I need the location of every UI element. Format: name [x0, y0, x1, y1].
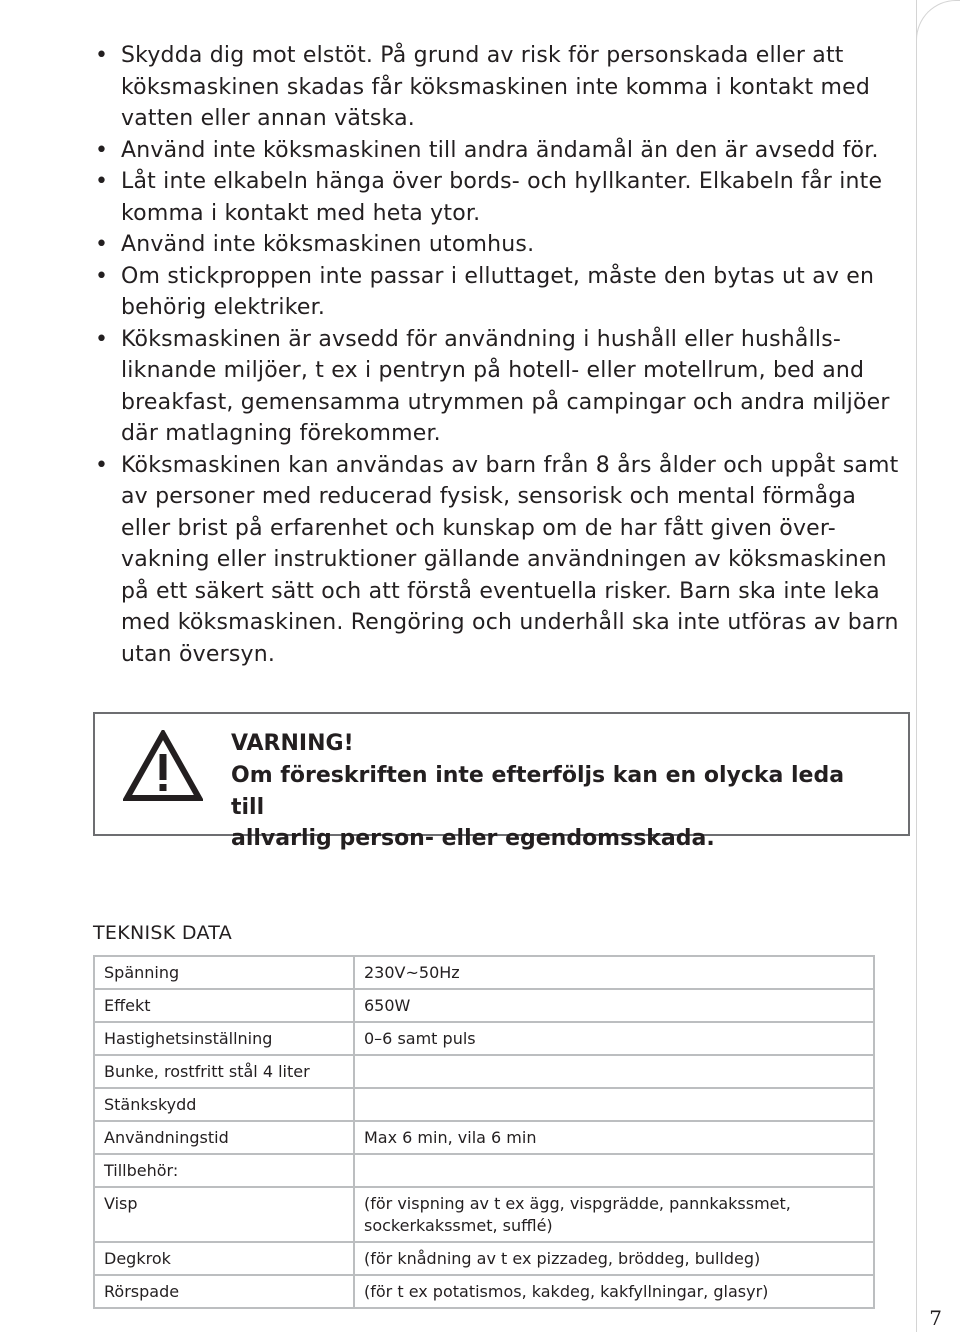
bullet-text: Använd inte köksmaskinen utomhus.: [121, 232, 535, 257]
spec-value: (för t ex potatismos, kakdeg, kakfyllningar, glasyr): [354, 1275, 874, 1308]
table-row: [94, 1055, 874, 1088]
safety-bullet-list: [93, 40, 913, 670]
spec-label: Stänkskydd: [94, 1088, 354, 1121]
spec-value: (för knådning av t ex pizzadeg, bröddeg, bulldeg): [354, 1242, 874, 1275]
warning-box: [93, 712, 910, 851]
table-row: [94, 956, 874, 989]
spec-value: 230V~50Hz: [354, 956, 874, 989]
list-item: [93, 229, 913, 261]
spec-label: Effekt: [94, 989, 354, 1022]
bullet-text: Skydda dig mot elstöt. På grund av risk för personskada eller att köksmaskinen skadas får köksmaskinen inte komma i kontakt med vatten eller annan vätska.: [121, 43, 871, 131]
bullet-icon: •: [95, 452, 109, 478]
list-item: [93, 450, 913, 671]
spec-label: Användningstid: [94, 1121, 354, 1154]
spec-value: Max 6 min, vila 6 min: [354, 1121, 874, 1154]
spec-label: Degkrok: [94, 1242, 354, 1275]
spec-label: Bunke, rostfritt stål 4 liter: [94, 1055, 354, 1088]
bullet-icon: •: [95, 43, 109, 68]
bullet-text: Använd inte köksmaskinen till andra ändamål än den är avsedd för.: [121, 137, 879, 163]
bullet-text: Köksmaskinen är avsedd för användning i hushåll eller hushålls- liknande miljöer, t ex i pentryn på hotell- eller motellrum, bed and breakfast, gemensamma utrymmen på campingar och andra miljöer där matlagning förekommer.: [121, 326, 890, 446]
table-row: [94, 1088, 874, 1121]
bullet-icon: •: [95, 232, 109, 257]
page-number: 7: [929, 1306, 942, 1330]
list-item: [93, 40, 913, 135]
list-item: [93, 135, 913, 167]
bullet-text: Köksmaskinen kan användas av barn från 8 års ålder och uppåt samt av personer med reducerad fysisk, sensorisk och mental förmåga eller brist på erfarenhet och kunskap om de har fått given över- vakning eller instruktioner gällande användningen av köksmaskinen på ett säkert sätt och att förstå eventuella risker. Barn ska inte leka med köksmaskinen. Rengöring och underhåll ska inte utföras av barn utan översyn.: [121, 452, 899, 667]
spec-label: Rörspade: [94, 1275, 354, 1308]
spec-label: Visp: [94, 1187, 354, 1242]
list-item: [93, 261, 913, 324]
table-row: [94, 1154, 874, 1187]
table-row: [94, 1275, 874, 1308]
list-item: [93, 324, 913, 450]
bullet-icon: •: [95, 169, 109, 194]
spec-value: [354, 1055, 874, 1088]
bullet-icon: •: [95, 263, 109, 289]
table-row: [94, 1121, 874, 1154]
table-row: [94, 989, 874, 1022]
warning-text: Om föreskriften inte efterföljs kan en olycka leda till allvarlig person- eller egendomsskada.: [231, 763, 845, 851]
spec-value: [354, 1088, 874, 1121]
spec-label: Hastighetsinställning: [94, 1022, 354, 1055]
bullet-text: Låt inte elkabeln hänga över bords- och hyllkanter. Elkabeln får inte komma i kontakt med heta ytor.: [121, 169, 883, 226]
spec-value: (för vispning av t ex ägg, vispgrädde, pannkakssmet, sockerkakssmet, sufflé): [354, 1187, 874, 1242]
bullet-text: Om stickproppen inte passar i elluttaget, måste den bytas ut av en behörig elektriker.: [121, 263, 875, 320]
table-row: [94, 1242, 874, 1275]
table-row: [94, 1022, 874, 1055]
bullet-icon: •: [95, 137, 109, 163]
technical-data-heading: TEKNISK DATA: [93, 922, 232, 944]
warning-title: VARNING!: [231, 731, 354, 756]
technical-data-table: [93, 955, 875, 1309]
spec-value: [354, 1154, 874, 1187]
spec-label: Tillbehör:: [94, 1154, 354, 1187]
spec-value: 650W: [354, 989, 874, 1022]
list-item: [93, 166, 913, 229]
bullet-icon: •: [95, 326, 109, 352]
table-row: [94, 1187, 874, 1242]
page-edge: [916, 0, 960, 1332]
spec-label: Spänning: [94, 956, 354, 989]
warning-triangle-icon: [123, 730, 203, 802]
spec-value: 0–6 samt puls: [354, 1022, 874, 1055]
